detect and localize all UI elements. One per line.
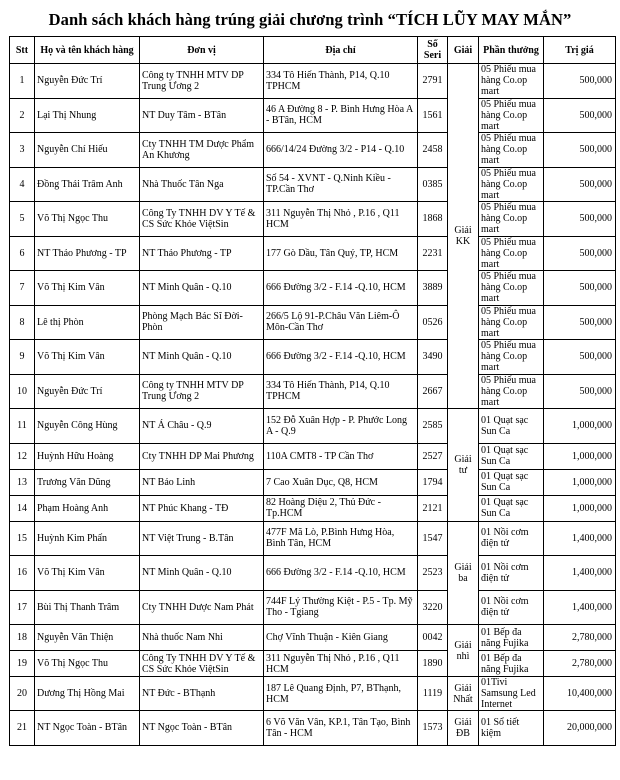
- row-name: Nguyễn Đức Trí: [35, 374, 140, 409]
- table-row: [10, 98, 616, 133]
- row-stt: 16: [10, 556, 35, 591]
- row-address: 477F Mã Lò, P.Bình Hưng Hòa, Bình Tân, HCM: [264, 521, 418, 556]
- row-name: Phạm Hoàng Anh: [35, 495, 140, 521]
- row-address: 7 Cao Xuân Dục, Q8, HCM: [264, 469, 418, 495]
- row-prize: 01 Nồi cơm điện tử: [479, 521, 544, 556]
- row-address: 334 Tô Hiến Thành, P14, Q.10 TPHCM: [264, 374, 418, 409]
- row-value: 1,000,000: [544, 409, 616, 444]
- row-name: NT Thảo Phương - TP: [35, 236, 140, 271]
- row-name: Lê thị Phòn: [35, 305, 140, 340]
- row-stt: 8: [10, 305, 35, 340]
- row-address: Chợ Vĩnh Thuận - Kiên Giang: [264, 625, 418, 651]
- row-value: 2,780,000: [544, 651, 616, 677]
- row-unit: Cty TNHH Dược Nam Phát: [140, 590, 264, 625]
- row-prize: 01 Sổ tiết kiệm: [479, 711, 544, 746]
- row-prize: 01 Quạt sạc Sun Ca: [479, 469, 544, 495]
- row-prize: 01 Quạt sạc Sun Ca: [479, 495, 544, 521]
- row-value: 1,400,000: [544, 590, 616, 625]
- row-unit: Công ty TNHH MTV DP Trung Ương 2: [140, 64, 264, 99]
- row-name: Võ Thị Kim Vân: [35, 556, 140, 591]
- row-address: Số 54 - XVNT - Q.Ninh Kiều - TP.Cần Thơ: [264, 167, 418, 202]
- row-address: 266/5 Lộ 91-P.Châu Văn Liêm-Ô Môn-Cần Thơ: [264, 305, 418, 340]
- row-seri: 3490: [418, 340, 448, 375]
- row-address: 666 Đường 3/2 - F.14 -Q.10, HCM: [264, 340, 418, 375]
- row-value: 1,000,000: [544, 443, 616, 469]
- table-row: [10, 443, 616, 469]
- row-prize: 05 Phiếu mua hàng Co.op mart: [479, 236, 544, 271]
- row-value: 1,000,000: [544, 495, 616, 521]
- row-unit: NT Bảo Linh: [140, 469, 264, 495]
- row-stt: 1: [10, 64, 35, 99]
- row-stt: 10: [10, 374, 35, 409]
- row-prize: 05 Phiếu mua hàng Co.op mart: [479, 167, 544, 202]
- row-address: 6 Võ Văn Vân, KP.1, Tân Tạo, Bình Tân - HCM: [264, 711, 418, 746]
- row-unit: NT Minh Quân - Q.10: [140, 556, 264, 591]
- row-value: 500,000: [544, 374, 616, 409]
- row-value: 500,000: [544, 305, 616, 340]
- header-stt: Stt: [10, 37, 35, 64]
- row-prize-tier: Giải ba: [448, 521, 479, 625]
- row-prize-tier: Giải tư: [448, 409, 479, 522]
- row-unit: Nhà thuốc Nam Nhi: [140, 625, 264, 651]
- row-prize: 05 Phiếu mua hàng Co.op mart: [479, 340, 544, 375]
- row-unit: NT Duy Tâm - BTân: [140, 98, 264, 133]
- row-name: Dương Thị Hồng Mai: [35, 677, 140, 711]
- document-title: Danh sách khách hàng trúng giải chương trình “TÍCH LŨY MAY MẮN”: [48, 10, 572, 29]
- table-row: [10, 167, 616, 202]
- row-prize: 01 Bếp đa năng Fujika: [479, 625, 544, 651]
- row-value: 500,000: [544, 64, 616, 99]
- row-address: 311 Nguyễn Thị Nhỏ , P.16 , Q11 HCM: [264, 202, 418, 237]
- row-seri: 1794: [418, 469, 448, 495]
- table-row: [10, 374, 616, 409]
- row-stt: 4: [10, 167, 35, 202]
- row-address: 311 Nguyễn Thị Nhỏ , P.16 , Q11 HCM: [264, 651, 418, 677]
- table-row: [10, 340, 616, 375]
- row-unit: NT Minh Quân - Q.10: [140, 340, 264, 375]
- row-seri: 2231: [418, 236, 448, 271]
- table-header-row: [10, 37, 616, 64]
- row-stt: 19: [10, 651, 35, 677]
- row-prize-tier: Giải nhì: [448, 625, 479, 677]
- row-unit: Công Ty TNHH DV Y Tế & CS Sức Khỏe ViệtSin: [140, 202, 264, 237]
- row-seri: 2791: [418, 64, 448, 99]
- row-seri: 0042: [418, 625, 448, 651]
- row-stt: 12: [10, 443, 35, 469]
- row-seri: 2121: [418, 495, 448, 521]
- row-prize: 05 Phiếu mua hàng Co.op mart: [479, 133, 544, 168]
- row-prize: 01 Bếp đa năng Fujika: [479, 651, 544, 677]
- row-name: Huỳnh Kim Phấn: [35, 521, 140, 556]
- row-address: 110A CMT8 - TP Cần Thơ: [264, 443, 418, 469]
- row-unit: NT Thảo Phương - TP: [140, 236, 264, 271]
- row-unit: NT Đức - BThạnh: [140, 677, 264, 711]
- row-prize: 01 Quạt sạc Sun Ca: [479, 443, 544, 469]
- header-address: Địa chỉ: [264, 37, 418, 64]
- row-prize: 01 Quạt sạc Sun Ca: [479, 409, 544, 444]
- row-stt: 20: [10, 677, 35, 711]
- table-row: [10, 651, 616, 677]
- row-unit: Công Ty TNHH DV Y Tế & CS Sức Khỏe ViệtSin: [140, 651, 264, 677]
- row-name: Huỳnh Hữu Hoàng: [35, 443, 140, 469]
- row-unit: Cty TNHH TM Dược Phẩm An Khương: [140, 133, 264, 168]
- table-row: [10, 521, 616, 556]
- row-stt: 9: [10, 340, 35, 375]
- header-giai: Giải: [448, 37, 479, 64]
- row-value: 1,000,000: [544, 469, 616, 495]
- table-row: [10, 133, 616, 168]
- row-value: 500,000: [544, 236, 616, 271]
- table-row: [10, 202, 616, 237]
- row-prize-tier: Giải ĐB: [448, 711, 479, 746]
- row-value: 1,400,000: [544, 521, 616, 556]
- table-body: [10, 64, 616, 746]
- row-prize: 05 Phiếu mua hàng Co.op mart: [479, 64, 544, 99]
- row-prize: 05 Phiếu mua hàng Co.op mart: [479, 98, 544, 133]
- row-unit: Cty TNHH DP Mai Phương: [140, 443, 264, 469]
- row-address: 334 Tô Hiến Thành, P14, Q.10 TPHCM: [264, 64, 418, 99]
- row-seri: 2667: [418, 374, 448, 409]
- row-value: 10,400,000: [544, 677, 616, 711]
- row-prize: 05 Phiếu mua hàng Co.op mart: [479, 374, 544, 409]
- table-row: [10, 271, 616, 306]
- row-address: 177 Gò Dầu, Tân Quý, TP, HCM: [264, 236, 418, 271]
- row-unit: Phòng Mạch Bác Sĩ Đời-Phòn: [140, 305, 264, 340]
- row-stt: 6: [10, 236, 35, 271]
- row-value: 500,000: [544, 98, 616, 133]
- row-seri: 0526: [418, 305, 448, 340]
- row-unit: Công ty TNHH MTV DP Trung Ương 2: [140, 374, 264, 409]
- row-stt: 3: [10, 133, 35, 168]
- winners-table: [9, 36, 616, 746]
- row-stt: 17: [10, 590, 35, 625]
- row-stt: 18: [10, 625, 35, 651]
- row-unit: NT Phúc Khang - TĐ: [140, 495, 264, 521]
- table-row: [10, 495, 616, 521]
- row-seri: 1573: [418, 711, 448, 746]
- row-seri: 1561: [418, 98, 448, 133]
- row-prize-tier: Giải KK: [448, 64, 479, 409]
- table-row: [10, 625, 616, 651]
- row-name: Bùi Thị Thanh Trâm: [35, 590, 140, 625]
- row-value: 500,000: [544, 133, 616, 168]
- row-address: 152 Đỗ Xuân Hợp - P. Phước Long A - Q.9: [264, 409, 418, 444]
- row-address: 666 Đường 3/2 - F.14 -Q.10, HCM: [264, 271, 418, 306]
- row-address: 666 Đường 3/2 - F.14 -Q.10, HCM: [264, 556, 418, 591]
- row-name: Nguyễn Văn Thiện: [35, 625, 140, 651]
- row-value: 500,000: [544, 271, 616, 306]
- row-name: Nguyễn Công Hùng: [35, 409, 140, 444]
- table-row: [10, 469, 616, 495]
- row-stt: 11: [10, 409, 35, 444]
- row-prize: 01Tivi Samsung Led Internet: [479, 677, 544, 711]
- row-name: Trương Văn Dũng: [35, 469, 140, 495]
- row-stt: 21: [10, 711, 35, 746]
- row-value: 2,780,000: [544, 625, 616, 651]
- row-value: 20,000,000: [544, 711, 616, 746]
- row-stt: 2: [10, 98, 35, 133]
- header-prize: Phần thưởng: [479, 37, 544, 64]
- row-value: 500,000: [544, 202, 616, 237]
- table-row: [10, 590, 616, 625]
- row-name: NT Ngọc Toàn - BTân: [35, 711, 140, 746]
- row-prize-tier: Giải Nhất: [448, 677, 479, 711]
- row-name: Võ Thị Ngọc Thu: [35, 202, 140, 237]
- row-seri: 0385: [418, 167, 448, 202]
- row-unit: NT Việt Trung - B.Tân: [140, 521, 264, 556]
- table-row: [10, 64, 616, 99]
- row-stt: 7: [10, 271, 35, 306]
- row-seri: 1890: [418, 651, 448, 677]
- row-seri: 2527: [418, 443, 448, 469]
- row-seri: 3889: [418, 271, 448, 306]
- header-value: Trị giá: [544, 37, 616, 64]
- row-seri: 2585: [418, 409, 448, 444]
- row-prize: 05 Phiếu mua hàng Co.op mart: [479, 202, 544, 237]
- row-seri: 1547: [418, 521, 448, 556]
- row-address: 187 Lê Quang Định, P7, BThạnh, HCM: [264, 677, 418, 711]
- row-unit: NT Á Châu - Q.9: [140, 409, 264, 444]
- row-name: Nguyễn Chí Hiếu: [35, 133, 140, 168]
- row-prize: 05 Phiếu mua hàng Co.op mart: [479, 305, 544, 340]
- row-value: 500,000: [544, 167, 616, 202]
- row-seri: 1119: [418, 677, 448, 711]
- row-seri: 1868: [418, 202, 448, 237]
- row-stt: 5: [10, 202, 35, 237]
- row-prize: 05 Phiếu mua hàng Co.op mart: [479, 271, 544, 306]
- row-stt: 15: [10, 521, 35, 556]
- table-row: [10, 556, 616, 591]
- table-row: [10, 677, 616, 711]
- row-address: 666/14/24 Đường 3/2 - P14 - Q.10: [264, 133, 418, 168]
- table-row: [10, 409, 616, 444]
- row-prize: 01 Nồi cơm điện tử: [479, 556, 544, 591]
- row-unit: NT Ngọc Toàn - BTân: [140, 711, 264, 746]
- row-name: Đồng Thái Trâm Anh: [35, 167, 140, 202]
- row-address: 744F Lý Thường Kiệt - P.5 - Tp. Mỹ Tho - Tgiang: [264, 590, 418, 625]
- row-stt: 14: [10, 495, 35, 521]
- row-value: 500,000: [544, 340, 616, 375]
- row-value: 1,400,000: [544, 556, 616, 591]
- row-seri: 2523: [418, 556, 448, 591]
- row-unit: NT Minh Quân - Q.10: [140, 271, 264, 306]
- table-row: [10, 305, 616, 340]
- row-address: 82 Hoàng Diệu 2, Thủ Đức - Tp.HCM: [264, 495, 418, 521]
- header-name: Họ và tên khách hàng: [35, 37, 140, 64]
- header-unit: Đơn vị: [140, 37, 264, 64]
- row-stt: 13: [10, 469, 35, 495]
- row-name: Võ Thị Kim Vân: [35, 271, 140, 306]
- row-name: Lại Thị Nhung: [35, 98, 140, 133]
- row-unit: Nhà Thuốc Tân Nga: [140, 167, 264, 202]
- row-prize: 01 Nồi cơm điện tử: [479, 590, 544, 625]
- row-name: Nguyễn Đức Trí: [35, 64, 140, 99]
- row-address: 46 A Đường 8 - P. Bình Hưng Hòa A - BTân, HCM: [264, 98, 418, 133]
- header-seri: Số Seri: [418, 37, 448, 64]
- table-row: [10, 236, 616, 271]
- row-name: Võ Thị Kim Vân: [35, 340, 140, 375]
- row-seri: 3220: [418, 590, 448, 625]
- row-name: Võ Thị Ngọc Thu: [35, 651, 140, 677]
- table-row: [10, 711, 616, 746]
- row-seri: 2458: [418, 133, 448, 168]
